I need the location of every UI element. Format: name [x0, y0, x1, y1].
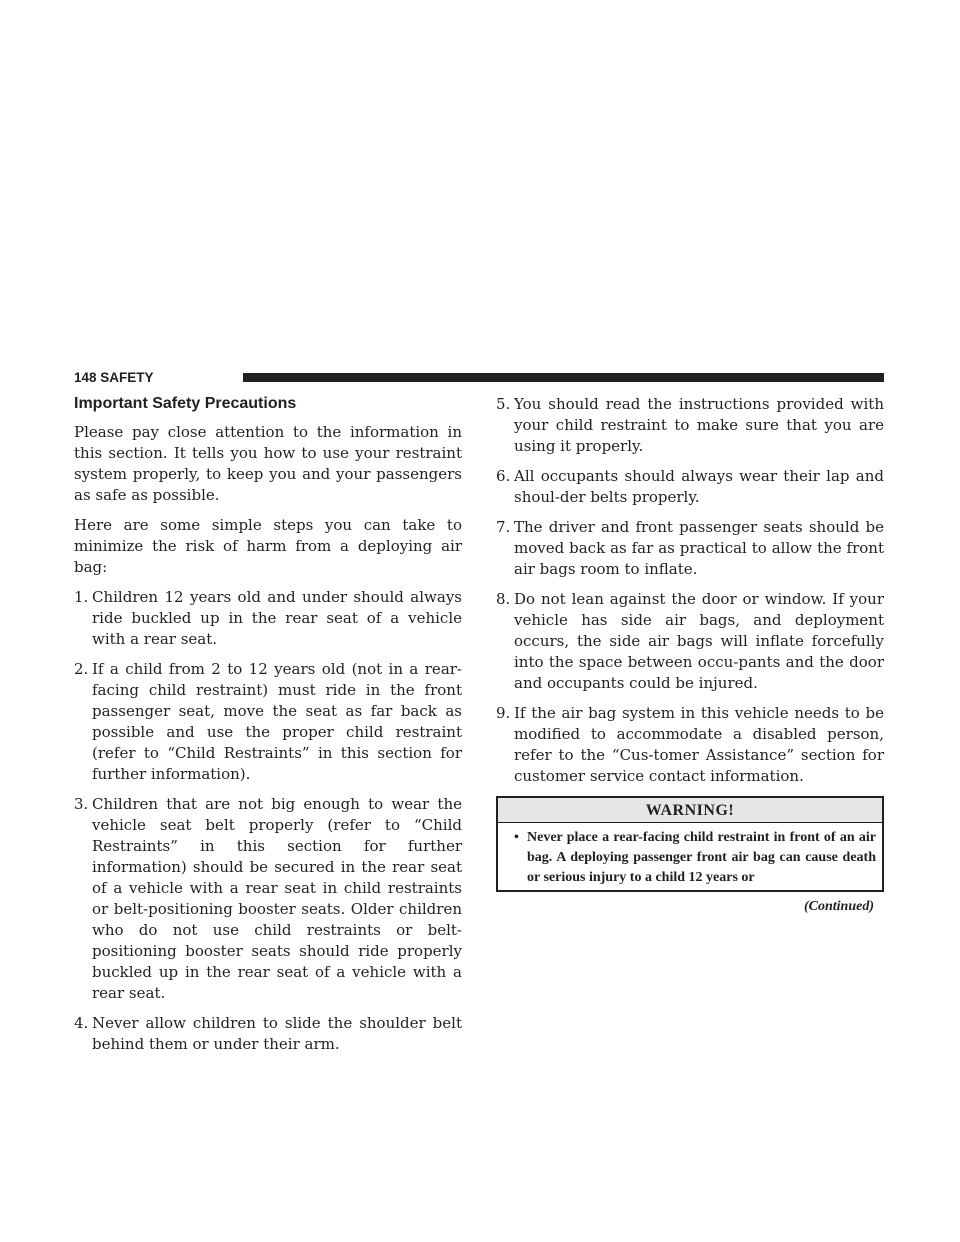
item-text: You should read the instructions provided with your child restraint to make sure that you are using it properly. [514, 395, 884, 455]
steps-intro-paragraph: Here are some simple steps you can take to minimize the risk of harm from a deploying air bag: [74, 516, 462, 576]
list-item [74, 659, 462, 785]
item-number: 1. [74, 588, 89, 606]
item-number: 4. [74, 1014, 89, 1032]
item-text: If a child from 2 to 12 years old (not in a rear-facing child restraint) must ride in the front passenger seat, move the seat as far back as possible and use the proper child restraint (refer to “Child Restraints” in this section for further information). [92, 660, 462, 783]
header-rule [243, 373, 884, 382]
item-number: 9. [496, 704, 511, 722]
bullet-icon: • [514, 830, 519, 845]
item-text: Never allow children to slide the shoulder belt behind them or under their arm. [92, 1014, 462, 1053]
list-item [74, 587, 462, 650]
warning-text: Never place a rear-facing child restraint in front of an air bag. A deploying passenger front air bag can cause death or serious injury to a child 12 years or [527, 830, 876, 885]
warning-bullet-item [506, 828, 876, 888]
list-item [496, 589, 884, 694]
item-text: Children 12 years old and under should always ride buckled up in the rear seat of a vehicle with a rear seat. [92, 588, 462, 648]
item-text: Children that are not big enough to wear the vehicle seat belt properly (refer to “Child Restraints” in this section for further information) should be secured in the rear seat of a vehicle with a rear seat in child restraints or belt-positioning booster seats. Older children who do not use child restraints or belt-positioning booster seats should ride properly buckled up in the rear seat of a vehicle with a rear seat. [92, 795, 462, 1002]
item-number: 5. [496, 395, 511, 413]
list-item [496, 517, 884, 580]
page-number-section: 148 SAFETY [74, 370, 164, 386]
item-text: The driver and front passenger seats should be moved back as far as practical to allow the front air bags room to inflate. [514, 518, 884, 578]
warning-title: WARNING! [498, 798, 882, 823]
item-number: 2. [74, 660, 89, 678]
list-item [496, 394, 884, 457]
intro-paragraph: Please pay close attention to the information in this section. It tells you how to use your restraint system properly, to keep you and your passengers as safe as possible. [74, 423, 462, 504]
list-item [74, 794, 462, 1004]
item-number: 6. [496, 467, 511, 485]
item-number: 7. [496, 518, 511, 536]
list-item [74, 1013, 462, 1055]
item-number: 3. [74, 795, 89, 813]
continued-label: (Continued) [803, 899, 874, 914]
left-column [74, 394, 462, 1064]
item-text: All occupants should always wear their lap and shoul-der belts properly. [514, 467, 884, 506]
precautions-list [74, 587, 462, 1055]
warning-box [496, 796, 884, 892]
list-item [496, 703, 884, 787]
warning-body [498, 823, 882, 890]
list-item [496, 466, 884, 508]
right-column [496, 394, 884, 917]
page-header [74, 370, 884, 386]
item-text: If the air bag system in this vehicle needs to be modified to accommodate a disabled person, refer to the “Cus-tomer Assistance” section for customer service contact information. [514, 704, 884, 785]
precautions-list-continued [496, 394, 884, 787]
item-text: Do not lean against the door or window. If your vehicle has side air bags, and deployment occurs, the side air bags will inflate forcefully into the space between occu-pants and the door and occupants could be injured. [514, 590, 884, 692]
section-heading: Important Safety Precautions [74, 395, 297, 412]
item-number: 8. [496, 590, 511, 608]
